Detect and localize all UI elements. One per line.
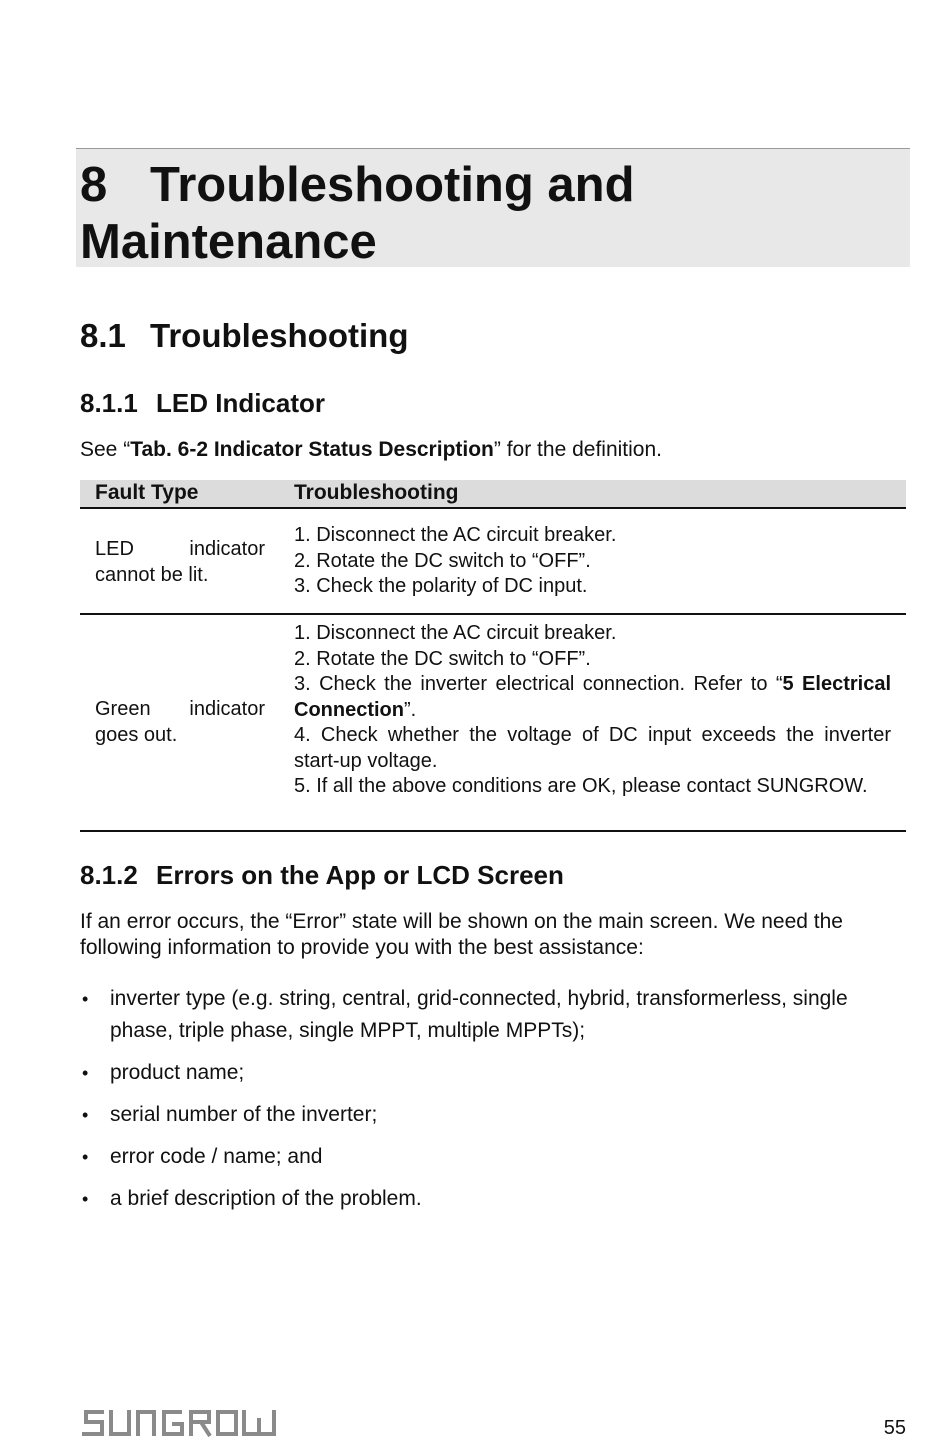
step-item: 2. Rotate the DC switch to “OFF”.	[294, 549, 591, 572]
list-item-text: product name;	[110, 1061, 245, 1084]
bullet-icon: •	[82, 1189, 89, 1209]
header-troubleshooting: Troubleshooting	[294, 481, 459, 504]
subsection-title: Errors on the App or LCD Screen	[156, 860, 564, 890]
table-header	[80, 480, 906, 509]
fault-text-line: LED indicator	[95, 538, 265, 560]
chapter-heading-band	[76, 148, 910, 267]
led-intro	[80, 437, 908, 463]
subsection-number: 8.1.1	[80, 388, 138, 418]
list-item	[80, 1099, 880, 1131]
subsection-number: 8.1.2	[80, 860, 138, 890]
fault-cell	[95, 696, 265, 748]
subsection-heading-errors	[80, 859, 564, 891]
step-item: 1. Disconnect the AC circuit breaker.	[294, 524, 617, 546]
sungrow-logo	[80, 1406, 280, 1440]
steps-cell	[294, 523, 891, 600]
fault-table	[80, 480, 906, 832]
step-item	[294, 672, 891, 723]
page-number: 55	[883, 1417, 906, 1439]
table-row	[80, 509, 906, 615]
step-item: 4. Check whether the voltage of DC input exceeds the inverter start-up voltage.	[294, 724, 891, 772]
step-item: 2. Rotate the DC switch to “OFF”.	[294, 647, 591, 670]
intro-prefix: See “	[80, 438, 131, 461]
required-info-list	[80, 983, 880, 1225]
chapter-title	[80, 157, 635, 271]
table-row	[80, 615, 906, 832]
list-item	[80, 1141, 880, 1173]
chapter-title-line1: Troubleshooting and	[150, 158, 635, 212]
intro-suffix: ” for the definition.	[493, 438, 662, 461]
subsection-title: LED Indicator	[156, 388, 326, 418]
fault-text-line: cannot be lit.	[95, 564, 209, 586]
steps-cell	[294, 621, 891, 800]
bullet-icon: •	[82, 989, 89, 1009]
table-reference-link: Tab. 6-2 Indicator Status Description	[130, 438, 494, 461]
bullet-icon: •	[82, 1147, 89, 1167]
list-item-text: inverter type (e.g. string, central, grid-connected, hybrid, transformerless, single phase, triple phase, single MPPT, multiple MPPTs);	[110, 987, 848, 1042]
chapter-title-line2: Maintenance	[80, 215, 377, 269]
step3-suffix: ”.	[404, 698, 417, 721]
bullet-icon: •	[82, 1063, 89, 1083]
header-fault-type: Fault Type	[95, 481, 199, 504]
fault-text-line: Green indicator	[95, 698, 265, 720]
step-item: 5. If all the above conditions are OK, please contact SUNGROW.	[294, 775, 868, 797]
list-item-text: a brief description of the problem.	[110, 1187, 422, 1210]
fault-text-line: goes out.	[95, 724, 178, 746]
section-heading	[80, 316, 408, 356]
list-item	[80, 983, 880, 1047]
step-item: 3. Check the polarity of DC input.	[294, 575, 588, 597]
fault-cell	[95, 536, 265, 588]
bullet-icon: •	[82, 1105, 89, 1125]
list-item-text: error code / name; and	[110, 1145, 323, 1168]
list-item-text: serial number of the inverter;	[110, 1103, 378, 1126]
section-number: 8.1	[80, 317, 126, 354]
step-item: 1. Disconnect the AC circuit breaker.	[294, 622, 617, 644]
subsection-heading-led	[80, 387, 325, 419]
list-item	[80, 1057, 880, 1089]
chapter-number: 8	[80, 158, 108, 212]
step3-text: 3. Check the inverter electrical connection. Refer to “	[294, 673, 783, 695]
section-title: Troubleshooting	[150, 317, 409, 354]
errors-paragraph: If an error occurs, the “Error” state will be shown on the main screen. We need the following information to provide you with the best assistance:	[80, 910, 843, 959]
list-item	[80, 1183, 880, 1215]
electrical-connection-reference: 5 Electrical Connection	[294, 673, 891, 721]
